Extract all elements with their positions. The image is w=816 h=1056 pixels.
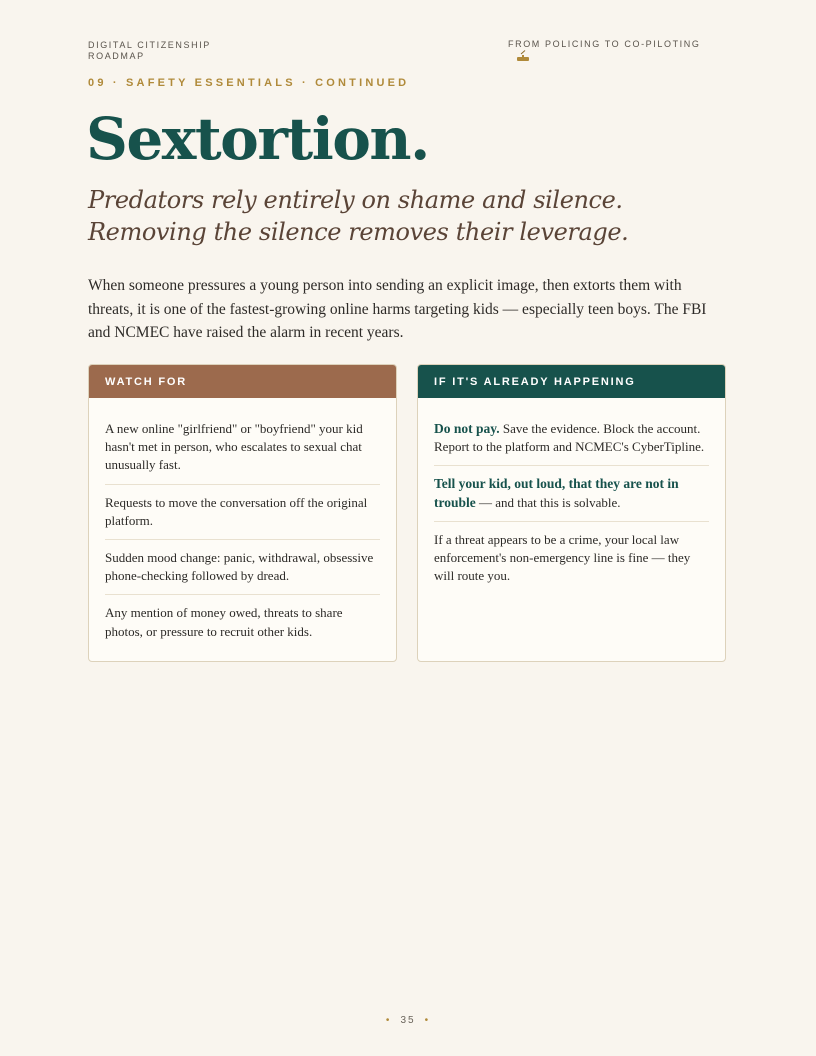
list-item [434,475,709,521]
page-title: Sextortion. [86,105,429,173]
list-item: Sudden mood change: panic, withdrawal, obsessive phone-checking followed by dread. [105,549,380,595]
list-item: Requests to move the conversation off the original platform. [105,494,380,540]
item-text: If a threat appears to be a crime, your local law enforcement's non-emergency line is fine — they will route you. [434,531,691,584]
list-item [434,420,709,466]
item-text: — and that this is solvable. [475,494,621,510]
running-header-left: DIGITAL CITIZENSHIP ROADMAP [88,40,211,61]
if-happening-list [418,398,725,585]
item-lead: Tell your kid, out loud, that they are not in trouble [434,476,679,510]
list-item: Any mention of money owed, threats to share photos, or pressure to recruit other kids. [105,605,343,639]
watch-for-heading: WATCH FOR [89,365,396,398]
if-happening-card [417,364,726,662]
bullet-icon: • [424,1015,431,1026]
running-header-right: FROM POLICING TO CO-PILOTING [508,39,701,49]
list-item: A new online "girlfriend" or "boyfriend" your kid hasn't met in person, who escalates to sexual chat unusually fast. [105,420,380,485]
section-kicker: 09 · SAFETY ESSENTIALS · CONTINUED [88,77,410,89]
watch-for-list [89,398,396,641]
intro-paragraph: When someone pressures a young person into sending an explicit image, then extorts them with threats, it is one of the fastest-growing online harms targeting kids — especially teen boys. The FBI and NCMEC have raised the alarm in recent years. [88,277,707,341]
bullet-icon: • [385,1015,392,1026]
page-number: 35 [400,1015,416,1026]
if-happening-heading: IF IT'S ALREADY HAPPENING [418,365,725,398]
list-item [434,531,709,586]
item-text: Save the evidence. Block the account. Report to the platform and NCMEC's CyberTipline. [434,421,705,455]
page-footer [0,1015,816,1026]
page-deck: Predators rely entirely on shame and silence. Removing the silence removes their leverage. [88,186,629,246]
watch-for-card [88,364,397,662]
pen-on-stand-icon [516,50,530,62]
item-lead: Do not pay. [434,421,500,436]
